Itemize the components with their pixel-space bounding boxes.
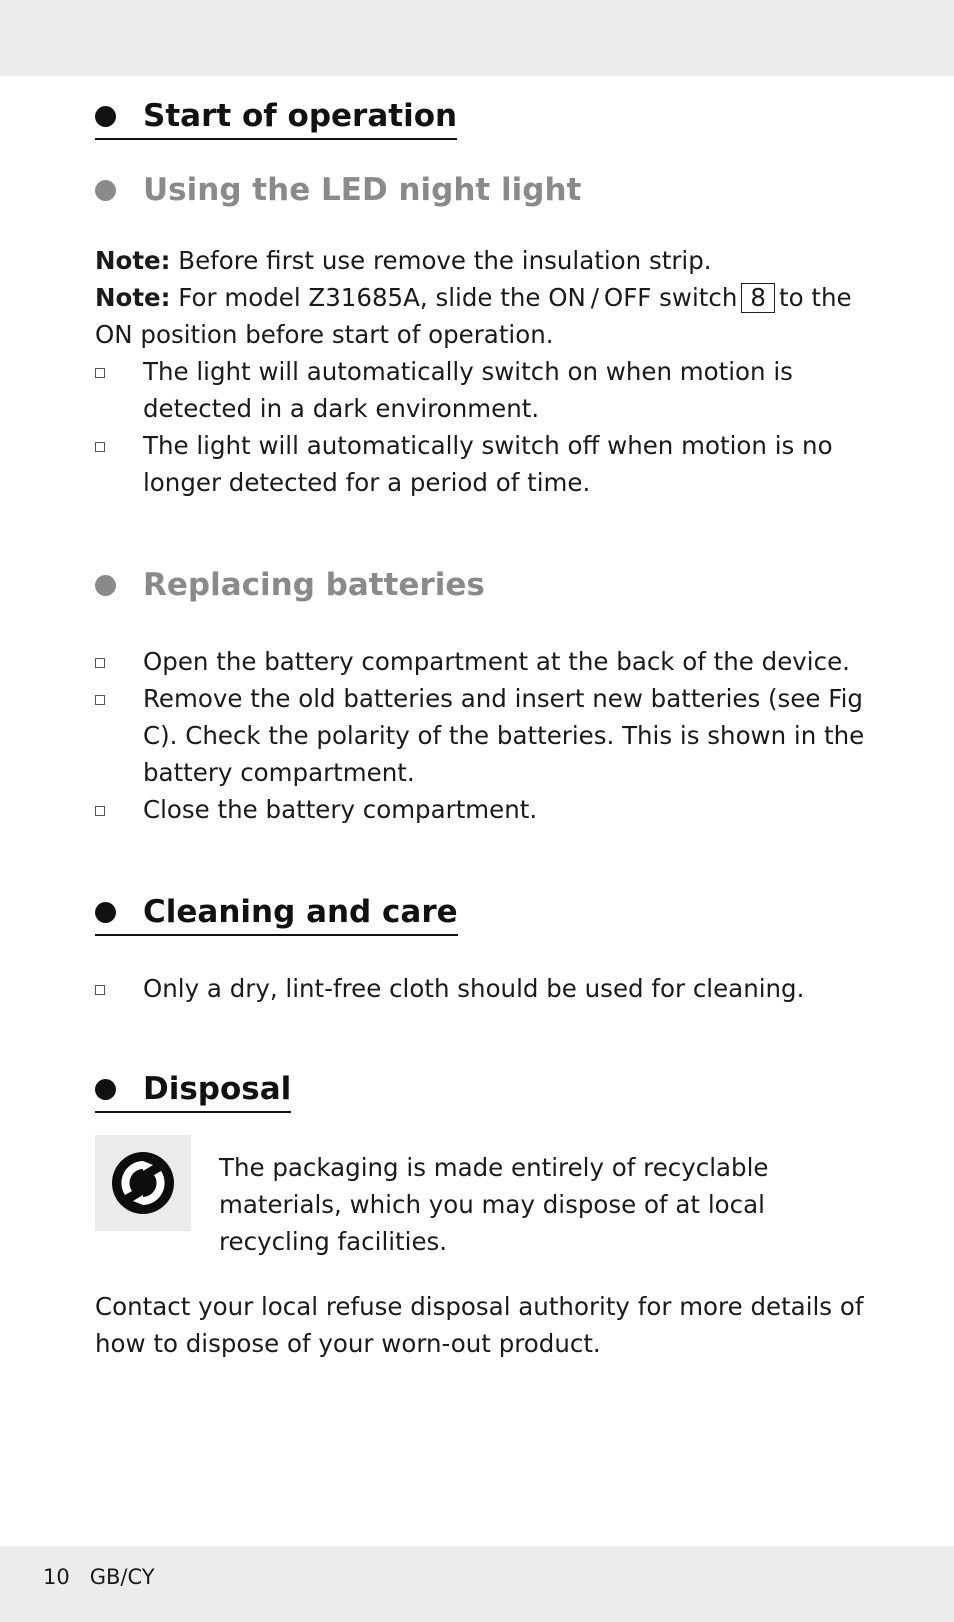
heading-text: Disposal: [143, 1071, 292, 1107]
bullet-dot-icon: [95, 180, 116, 201]
checkbox-square-icon: [95, 442, 105, 452]
list-item: Only a dry, lint-free cloth should be used for cleaning.: [95, 970, 875, 1007]
bullet-dot-icon: [95, 106, 116, 127]
top-band: [0, 0, 954, 76]
checkbox-square-icon: [95, 985, 105, 995]
list-item: The light will automatically switch off when motion is no longer detected for a period of time.: [95, 427, 875, 501]
heading-text: Cleaning and care: [143, 894, 458, 930]
led-instructions-list: [95, 353, 875, 501]
bullet-dot-icon: [95, 575, 116, 596]
bullet-dot-icon: [95, 902, 116, 923]
checkbox-square-icon: [95, 806, 105, 816]
note-text: Before first use remove the insulation strip.: [178, 246, 712, 275]
checkbox-square-icon: [95, 695, 105, 705]
contact-authority-text: Contact your local refuse disposal authority for more details of how to dispose of your worn-out product.: [95, 1292, 864, 1358]
note-label: Note:: [95, 246, 171, 275]
section-heading-cleaning: [95, 892, 458, 936]
page-number: 10: [43, 1565, 70, 1589]
note-switch: [95, 279, 875, 353]
cleaning-instructions-list: [95, 970, 875, 1007]
section-heading-disposal: [95, 1069, 291, 1113]
note-label: Note:: [95, 283, 171, 312]
note-insulation: [95, 242, 875, 279]
list-item: Open the battery compartment at the back of the device.: [95, 643, 875, 680]
bullet-dot-icon: [95, 1079, 116, 1100]
section-heading-batteries: [95, 565, 875, 605]
page-content: [95, 96, 875, 1362]
checkbox-square-icon: [95, 658, 105, 668]
heading-text: Using the LED night light: [143, 172, 582, 208]
section-heading-start: [95, 96, 457, 140]
green-dot-recycling-icon: [95, 1135, 191, 1231]
note-text: For model Z31685A, slide the ON / OFF switch: [178, 283, 738, 312]
recycling-text: The packaging is made entirely of recyclable materials, which you may dispose of at local recycling facilities.: [219, 1153, 769, 1256]
section-heading-led: [95, 170, 875, 210]
recycling-notice: [95, 1135, 875, 1260]
part-reference-box: 8: [741, 283, 775, 313]
list-item: Remove the old batteries and insert new batteries (see Fig C). Check the polarity of the batteries. This is shown in the battery compartment.: [95, 680, 875, 791]
list-item: Close the battery compartment.: [95, 791, 875, 828]
note-text: to the ON position before start of operation.: [95, 283, 852, 349]
heading-text: Start of operation: [143, 98, 458, 134]
page-footer: [43, 1565, 175, 1589]
list-item: The light will automatically switch on when motion is detected in a dark environment.: [95, 353, 875, 427]
locale-label: GB/CY: [89, 1565, 155, 1589]
battery-instructions-list: [95, 643, 875, 828]
checkbox-square-icon: [95, 368, 105, 378]
heading-text: Replacing batteries: [143, 567, 485, 603]
